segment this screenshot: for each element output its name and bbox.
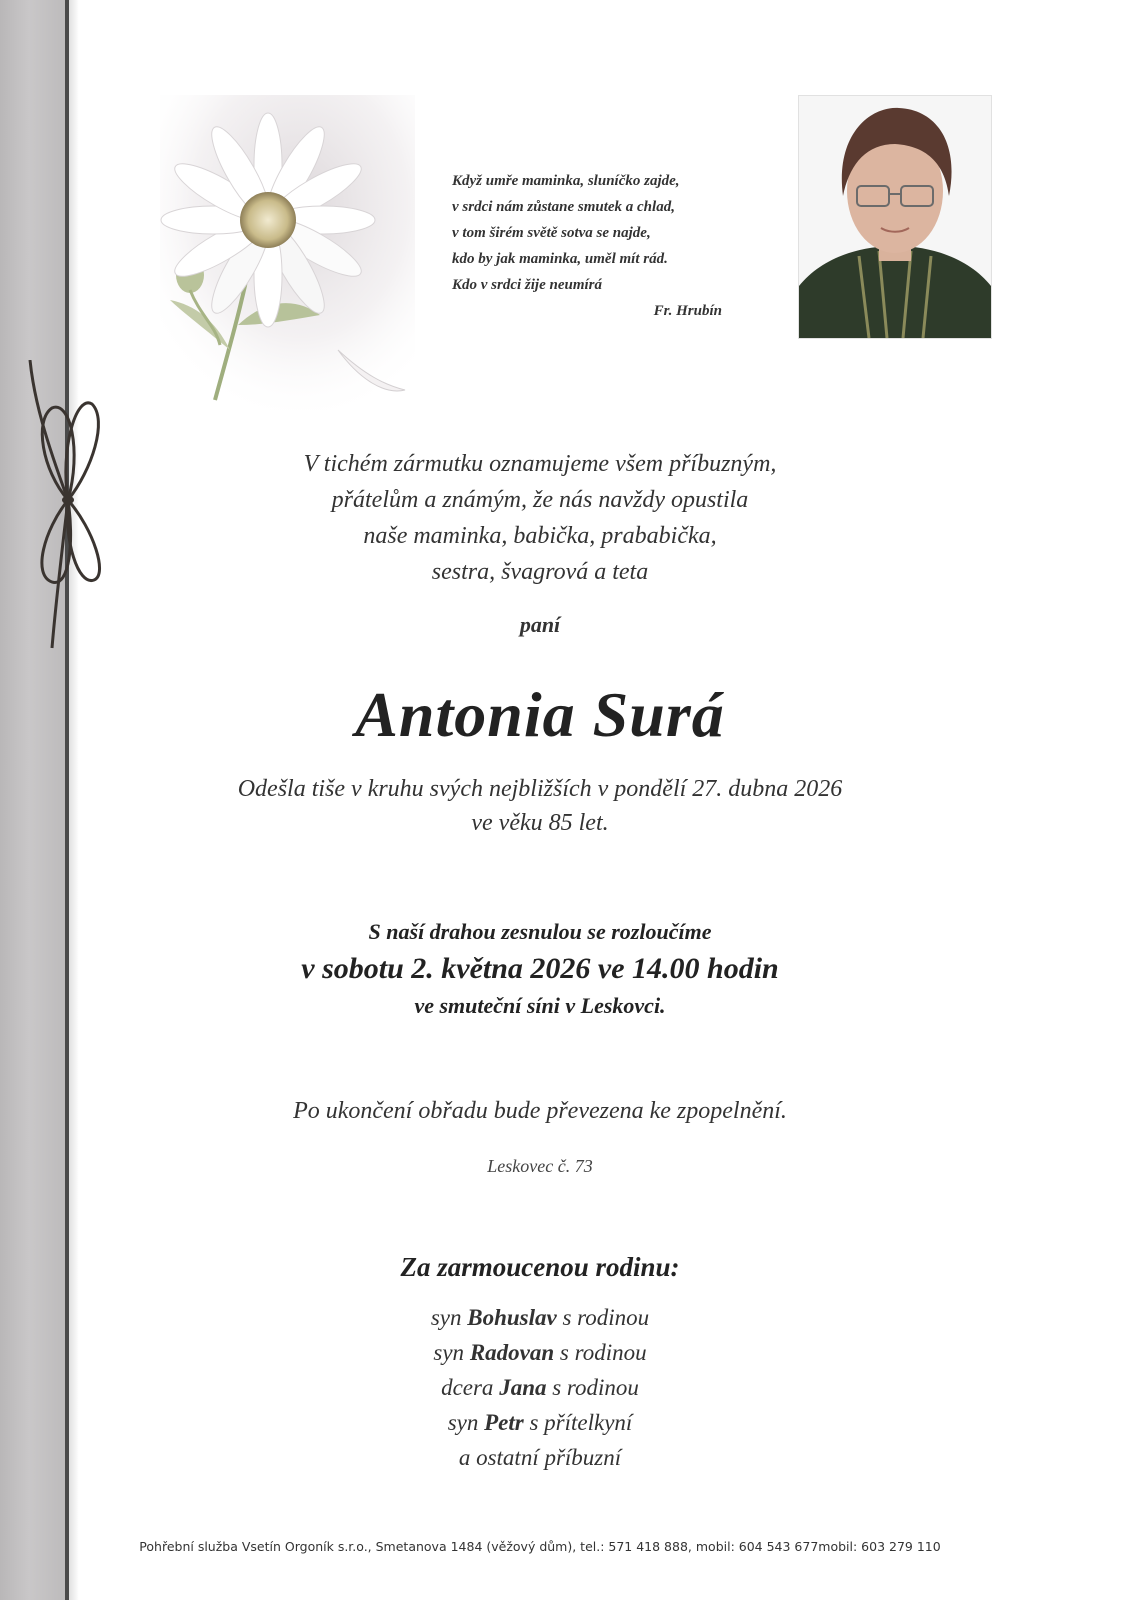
farewell-location: ve smuteční síni v Leskovci. xyxy=(414,993,666,1018)
announcement-text xyxy=(120,446,960,590)
daisy-flower-image xyxy=(160,95,415,410)
family-member xyxy=(120,1370,960,1405)
family-member xyxy=(120,1440,960,1475)
funeral-service-footer: Pohřební služba Vsetín Orgoník s.r.o., Smetanova 1484 (věžový dům), tel.: 571 418 888, mobil: 604 543 677mobil: 603 279 110 xyxy=(139,1539,941,1554)
announcement-line: přátelům a známým, že nás navždy opustila xyxy=(331,487,749,513)
family-heading: Za zarmoucenou rodinu: xyxy=(400,1252,680,1282)
poem-line: v srdci nám zůstane smutek a chlad, xyxy=(452,199,675,215)
poem-author: Fr. Hrubín xyxy=(653,303,722,319)
passing-info xyxy=(120,772,960,840)
relation: a ostatní příbuzní xyxy=(458,1445,622,1470)
honorific-title: paní xyxy=(519,612,561,637)
portrait-photo xyxy=(798,95,992,339)
poem xyxy=(452,168,752,324)
family-member xyxy=(120,1300,960,1335)
passing-age-line: ve věku 85 let. xyxy=(471,810,609,836)
member-name: Bohuslav xyxy=(467,1305,557,1330)
member-name: Jana xyxy=(499,1375,547,1400)
portrait-image xyxy=(799,96,991,338)
sidebar-shadow xyxy=(69,0,79,1600)
relation-suffix: s rodinou xyxy=(554,1340,647,1365)
poem-line: kdo by jak maminka, uměl mít rád. xyxy=(452,251,668,267)
farewell-info xyxy=(120,916,960,1022)
announcement-line: sestra, švagrová a teta xyxy=(431,559,649,585)
relation: syn xyxy=(430,1305,468,1330)
relation-suffix: s rodinou xyxy=(556,1305,650,1330)
relation: syn xyxy=(433,1340,470,1365)
relation-suffix: s rodinou xyxy=(546,1375,639,1400)
relation: dcera xyxy=(441,1375,500,1400)
member-name: Radovan xyxy=(469,1340,555,1365)
family-address: Leskovec č. 73 xyxy=(487,1156,593,1176)
family-list xyxy=(120,1300,960,1475)
announcement-line: naše maminka, babička, prababička, xyxy=(363,523,717,549)
poem-line: Když umře maminka, sluníčko zajde, xyxy=(452,173,680,189)
passing-date-line: Odešla tiše v kruhu svých nejbližších v pondělí 27. dubna 2026 xyxy=(237,776,843,802)
relation: syn xyxy=(447,1410,485,1435)
announcement-line: V tichém zármutku oznamujeme všem příbuzným, xyxy=(303,451,777,477)
family-member xyxy=(120,1405,960,1440)
relation-suffix: s přítelkyní xyxy=(523,1410,633,1435)
poem-line: Kdo v srdci žije neumírá xyxy=(452,277,603,293)
farewell-datetime: v sobotu 2. května 2026 ve 14.00 hodin xyxy=(301,952,779,985)
cremation-note: Po ukončení obřadu bude převezena ke zpopelnění. xyxy=(293,1098,787,1124)
family-member xyxy=(120,1335,960,1370)
deceased-name: Antonia Surá xyxy=(355,679,725,750)
ribbon-bow-icon xyxy=(22,360,112,650)
farewell-intro: S naší drahou zesnulou se rozloučíme xyxy=(368,919,712,944)
member-name: Petr xyxy=(484,1410,524,1435)
poem-line: v tom širém světě sotva se najde, xyxy=(452,225,651,241)
decorative-sidebar xyxy=(0,0,65,1600)
